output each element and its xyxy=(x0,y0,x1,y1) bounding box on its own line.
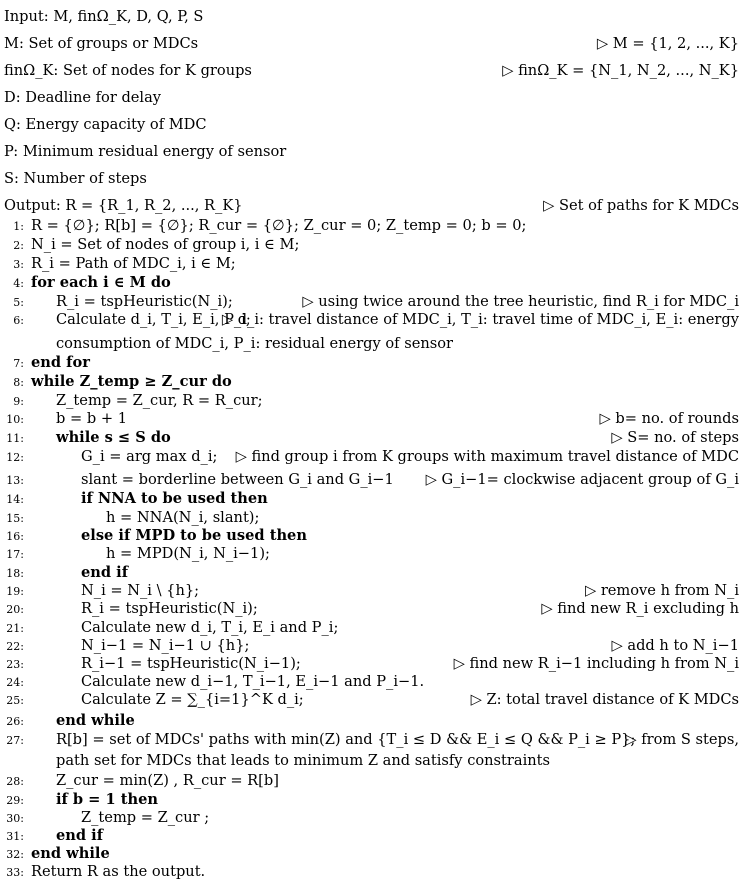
line-text: finΩ_K: Set of nodes for K groups xyxy=(4,62,252,79)
line-text: M: Set of groups or MDCs xyxy=(4,35,199,52)
line-text: R_i = Path of MDC_i, i ∈ M; xyxy=(31,255,236,272)
line-text: if NNA to be used then xyxy=(81,490,268,507)
line-comment: ▷ using twice around the tree heuristic, find R_i for MDC_i xyxy=(302,293,739,310)
line-text: if b = 1 then xyxy=(56,791,158,808)
line-number: 22: xyxy=(6,640,24,653)
line-text: R = {∅}; R[b] = {∅}; R_cur = {∅}; Z_cur = 0; Z_temp = 0; b = 0; xyxy=(31,217,527,234)
line-text: path set for MDCs that leads to minimum Z and satisfy constraints xyxy=(56,752,550,769)
line-text: end while xyxy=(56,712,135,729)
line-comment: ▷ from S steps, xyxy=(625,731,739,748)
line-text: Output: R = {R_1, R_2, ..., R_K} xyxy=(4,197,243,214)
line-number: 32: xyxy=(6,848,24,861)
line-comment: ▷ d_i: travel distance of MDC_i, T_i: travel time of MDC_i, E_i: energy xyxy=(221,311,739,328)
line-text: Z_temp = Z_cur, R = R_cur; xyxy=(56,392,263,409)
line-comment: ▷ find new R_i−1 including h from N_i xyxy=(453,655,739,672)
line-text: N_i−1 = N_i−1 ∪ {h}; xyxy=(81,637,250,654)
line-text: Calculate d_i, T_i, E_i, P_i; xyxy=(56,311,251,328)
line-number: 10: xyxy=(6,413,24,426)
line-text: R_i = tspHeuristic(N_i); xyxy=(81,600,258,617)
line-number: 11: xyxy=(6,432,24,445)
line-text: h = MPD(N_i, N_i−1); xyxy=(106,545,270,562)
line-text: Calculate new d_i, T_i, E_i and P_i; xyxy=(81,619,339,636)
line-number: 30: xyxy=(6,812,24,825)
line-text: Q: Energy capacity of MDC xyxy=(4,116,207,133)
line-comment: ▷ S= no. of steps xyxy=(611,429,739,446)
line-number: 7: xyxy=(13,357,24,370)
line-text: for each i ∈ M do xyxy=(31,274,171,291)
header-comment: ▷ Set of paths for K MDCs xyxy=(543,197,739,214)
line-text: G_i = arg max d_i; xyxy=(81,448,218,465)
line-text: Z_cur = min(Z) , R_cur = R[b] xyxy=(56,772,279,789)
line-text: R_i = tspHeuristic(N_i); xyxy=(56,293,233,310)
line-comment: ▷ find new R_i excluding h xyxy=(541,600,739,617)
header-comment: ▷ M = {1, 2, ..., K} xyxy=(596,35,739,52)
line-comment: ▷ G_i−1= clockwise adjacent group of G_i xyxy=(425,471,739,488)
line-number: 13: xyxy=(6,474,24,487)
line-number: 24: xyxy=(6,676,24,689)
line-number: 26: xyxy=(6,715,24,728)
line-text: P: Minimum residual energy of sensor xyxy=(4,143,287,160)
line-number: 2: xyxy=(13,239,24,252)
line-text: while s ≤ S do xyxy=(56,429,171,446)
line-number: 4: xyxy=(13,277,24,290)
line-number: 23: xyxy=(6,658,24,671)
line-text: Return R as the output. xyxy=(31,863,206,880)
line-number: 14: xyxy=(6,493,24,506)
line-text: S: Number of steps xyxy=(4,170,147,187)
line-number: 29: xyxy=(6,794,24,807)
line-number: 17: xyxy=(6,548,24,561)
line-comment: ▷ find group i from K groups with maximum travel distance of MDC xyxy=(235,448,739,465)
line-text: end if xyxy=(81,564,129,581)
line-number: 31: xyxy=(6,830,24,843)
line-number: 18: xyxy=(6,567,24,580)
line-text: Calculate Z = ∑_{i=1}^K d_i; xyxy=(81,691,304,708)
line-comment: ▷ add h to N_i−1 xyxy=(611,637,739,654)
line-number: 8: xyxy=(13,376,24,389)
line-text: D: Deadline for delay xyxy=(4,89,162,106)
line-number: 9: xyxy=(13,395,24,408)
line-number: 25: xyxy=(6,694,24,707)
line-text: end for xyxy=(31,354,90,371)
line-text: end if xyxy=(56,827,104,844)
line-text: Z_temp = Z_cur ; xyxy=(81,809,210,826)
line-number: 28: xyxy=(6,775,24,788)
line-number: 3: xyxy=(13,258,24,271)
line-text: slant = borderline between G_i and G_i−1 xyxy=(81,471,394,488)
line-text: Calculate new d_i−1, T_i−1, E_i−1 and P_i−1. xyxy=(81,673,425,690)
line-text: R[b] = set of MDCs' paths with min(Z) and {T_i ≤ D && E_i ≤ Q && P_i ≥ P}; xyxy=(56,731,636,748)
line-number: 33: xyxy=(6,866,24,879)
line-text: N_i = N_i \ {h}; xyxy=(81,582,200,599)
line-number: 6: xyxy=(13,314,24,327)
line-text: consumption of MDC_i, P_i: residual energy of sensor xyxy=(56,335,453,352)
header-comment: ▷ finΩ_K = {N_1, N_2, ..., N_K} xyxy=(502,62,739,79)
line-comment: ▷ b= no. of rounds xyxy=(599,410,739,427)
input-text: Input: M, finΩ_K, D, Q, P, S xyxy=(4,8,204,25)
line-number: 27: xyxy=(6,734,24,747)
line-number: 5: xyxy=(13,296,24,309)
line-text: R_i−1 = tspHeuristic(N_i−1); xyxy=(81,655,301,672)
line-comment: ▷ remove h from N_i xyxy=(584,582,739,599)
line-number: 20: xyxy=(6,603,24,616)
line-text: else if MPD to be used then xyxy=(81,527,307,544)
line-text: while Z_temp ≥ Z_cur do xyxy=(31,373,232,390)
line-number: 12: xyxy=(6,451,24,464)
line-comment: ▷ Z: total travel distance of K MDCs xyxy=(470,691,739,708)
line-number: 19: xyxy=(6,585,24,598)
line-text: b = b + 1 xyxy=(56,410,127,427)
line-text: end while xyxy=(31,845,110,862)
line-text: h = NNA(N_i, slant); xyxy=(106,509,260,526)
line-number: 21: xyxy=(6,622,24,635)
line-text: N_i = Set of nodes of group i, i ∈ M; xyxy=(31,236,300,253)
line-number: 1: xyxy=(13,220,24,233)
line-number: 16: xyxy=(6,530,24,543)
line-number: 15: xyxy=(6,512,24,525)
